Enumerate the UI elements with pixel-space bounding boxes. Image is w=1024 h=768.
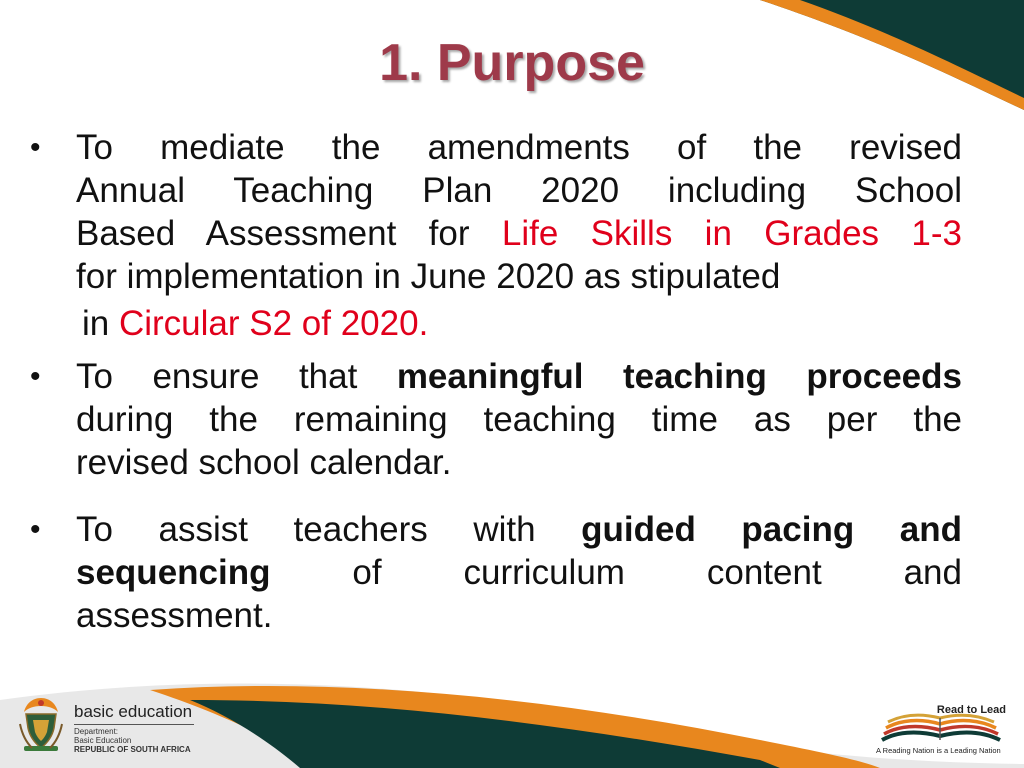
bullet-icon: • xyxy=(30,513,41,546)
bullet-item-2 xyxy=(30,355,962,484)
bold-guided-pacing: guided pacing and xyxy=(581,510,962,549)
bullet-2-line-2: during the remaining teaching time as per the xyxy=(76,400,962,439)
basic-education-logo xyxy=(18,694,218,760)
bullet-1-line-2: Annual Teaching Plan 2020 including School xyxy=(76,171,962,210)
open-book-icon xyxy=(876,706,1006,746)
bullet-1-line-3 xyxy=(76,212,962,255)
bullet-3-line-2 xyxy=(76,551,962,594)
bullet-1-line-4: for implementation in June 2020 as stipulated xyxy=(76,257,781,296)
read-to-lead-logo xyxy=(870,700,1020,764)
bold-sequencing: sequencing xyxy=(76,553,271,592)
bullet-3-line-1-text: To assist teachers with xyxy=(76,510,582,549)
bullet-icon: • xyxy=(30,131,41,164)
bullet-3-line-2-text: of curriculum content and xyxy=(270,553,962,592)
slide-title: 1. Purpose xyxy=(379,34,645,92)
basic-education-name: basic education xyxy=(74,702,193,721)
continuation-text: in xyxy=(82,304,119,343)
bullet-2-line-1 xyxy=(76,355,962,398)
bullet-1-continuation xyxy=(30,302,962,345)
bullet-2-line-3: revised school calendar. xyxy=(76,443,452,482)
bullet-list xyxy=(30,126,962,637)
department-name: Basic Education xyxy=(74,736,132,745)
country-name: REPUBLIC OF SOUTH AFRICA xyxy=(74,745,191,754)
bullet-icon: • xyxy=(30,360,41,393)
bullet-2-line-1-text: To ensure that xyxy=(76,357,397,396)
bullet-item-1 xyxy=(30,126,962,298)
coat-of-arms-icon xyxy=(18,694,64,756)
department-label: Department: xyxy=(74,727,119,736)
bullet-3-line-3: assessment. xyxy=(76,596,273,635)
highlight-circular: Circular S2 of 2020. xyxy=(118,304,429,343)
read-to-lead-tagline: A Reading Nation is a Leading Nation xyxy=(876,746,1001,755)
bullet-3-line-1 xyxy=(76,508,962,551)
bullet-1-line-3-text: Based Assessment for xyxy=(76,214,502,253)
highlight-life-skills: Life Skills in Grades 1-3 xyxy=(501,214,962,253)
read-to-lead-title: Read to Lead xyxy=(936,704,1006,716)
bold-meaningful-teaching: meaningful teaching proceeds xyxy=(396,357,962,396)
bullet-1-line-1: To mediate the amendments of the revised xyxy=(76,128,962,167)
bullet-item-3 xyxy=(30,508,962,637)
logo-divider xyxy=(74,724,194,725)
